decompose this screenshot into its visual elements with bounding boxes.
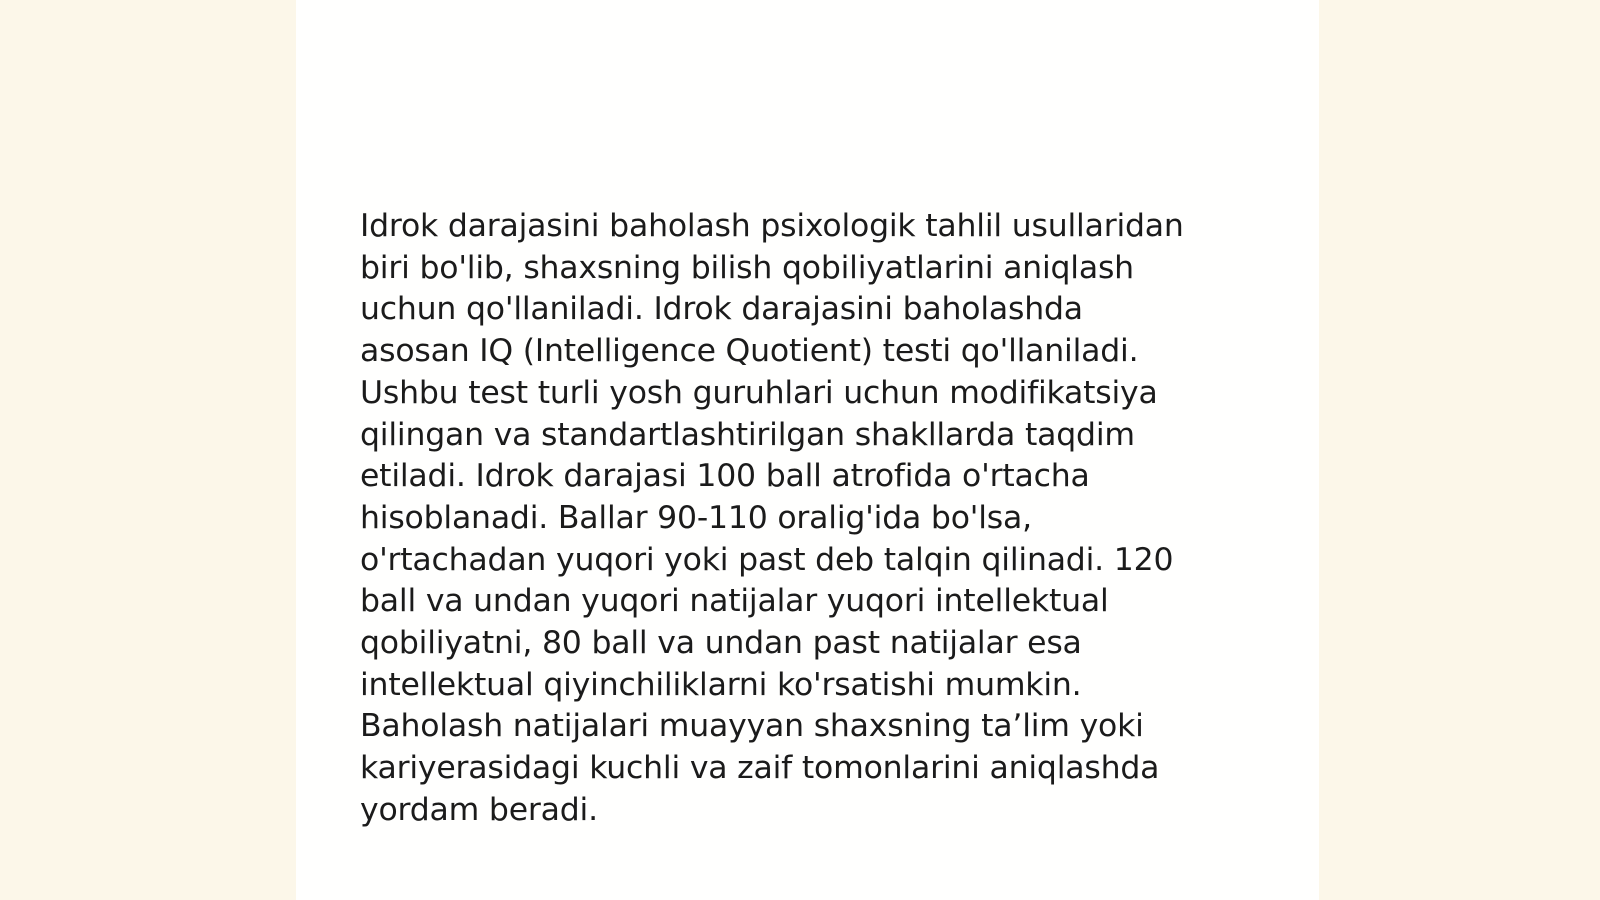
paragraph-line: yordam beradi. [360, 791, 598, 828]
paragraph-line: uchun qo'llaniladi. Idrok darajasini baholashda [360, 291, 1083, 328]
paragraph-line: Idrok darajasini baholash psixologik tahlil usullaridan [360, 208, 1184, 244]
paragraph-line: etiladi. Idrok darajasi 100 ball atrofida o'rtacha [360, 458, 1090, 495]
paragraph-line: intellektual qiyinchiliklarni ko'rsatishi mumkin. [360, 666, 1082, 703]
paragraph-line: qilingan va standartlashtirilgan shakllarda taqdim [360, 416, 1135, 453]
body-paragraph [360, 206, 1260, 832]
paragraph-line: hisoblanadi. Ballar 90-110 oralig'ida bo'lsa, [360, 499, 1032, 536]
paragraph-line: ball va undan yuqori natijalar yuqori intellektual [360, 583, 1109, 620]
paragraph-line: Ushbu test turli yosh guruhlari uchun modifikatsiya [360, 374, 1158, 411]
paragraph-line: kariyerasidagi kuchli va zaif tomonlarini aniqlashda [360, 750, 1160, 787]
document-page [296, 0, 1319, 900]
paragraph-line: qobiliyatni, 80 ball va undan past natijalar esa [360, 625, 1082, 662]
paragraph-line: asosan IQ (Intelligence Quotient) testi qo'llaniladi. [360, 333, 1139, 370]
paragraph-line: Baholash natijalari muayyan shaxsning ta’lim yoki [360, 708, 1144, 745]
paragraph-line: o'rtachadan yuqori yoki past deb talqin qilinadi. 120 [360, 541, 1174, 578]
paragraph-line: biri bo'lib, shaxsning bilish qobiliyatlarini aniqlash [360, 249, 1134, 286]
